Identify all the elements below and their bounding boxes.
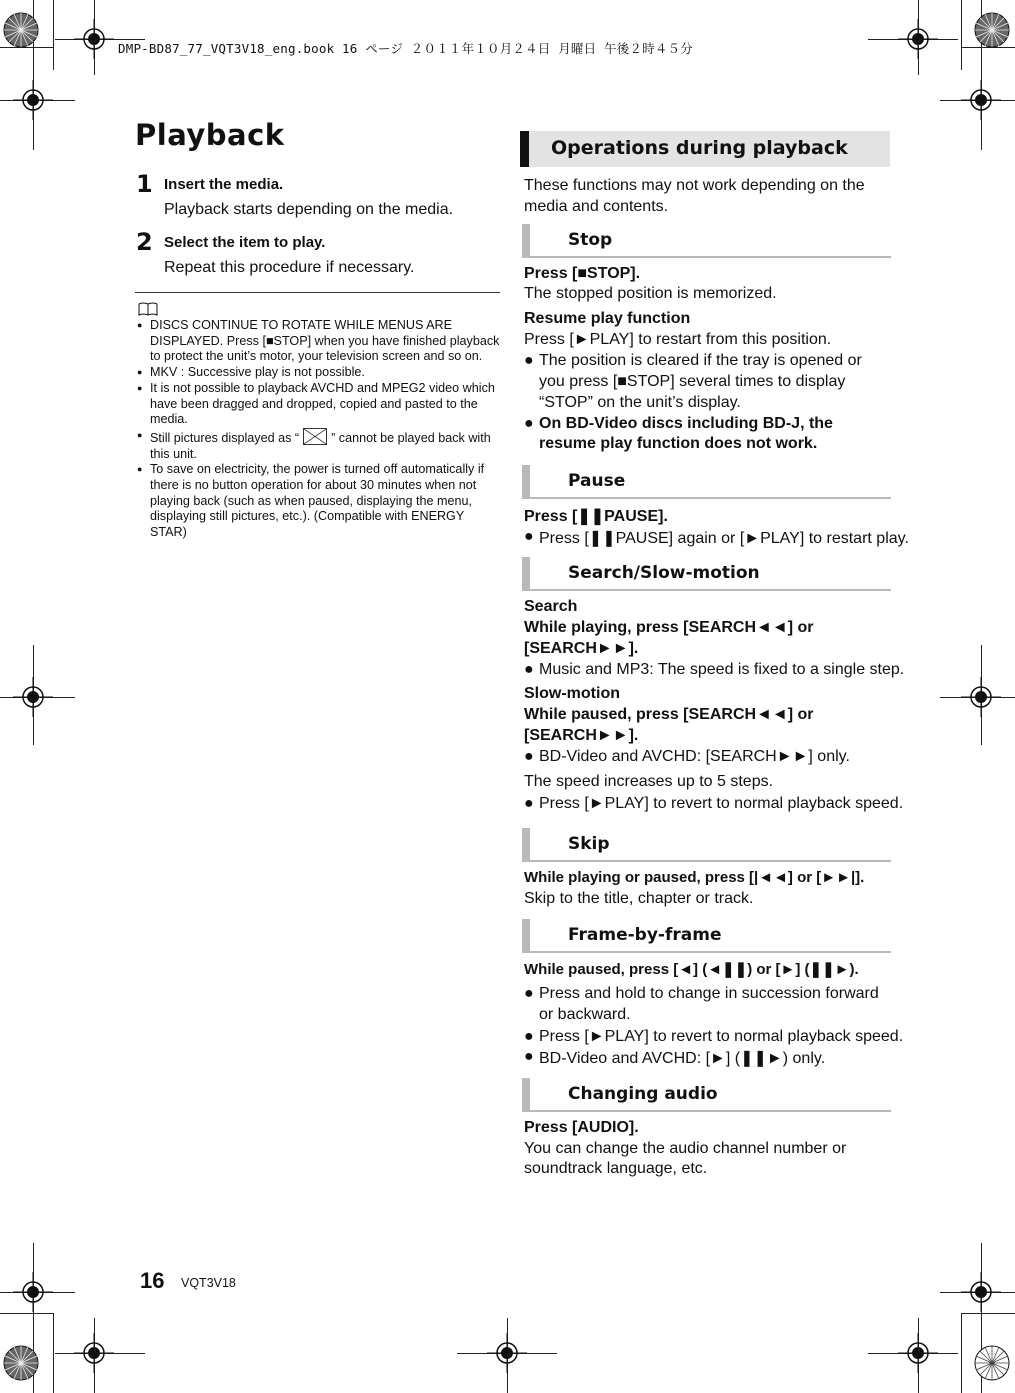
divider [135,292,500,293]
step-title: Select the item to play. [164,234,326,251]
instruction: Press [AUDIO]. [524,1119,639,1136]
sub-title: Search [524,598,578,615]
registration-mark-icon [898,19,938,59]
registration-mark-icon [961,677,1001,717]
body-text: You can change the audio channel number or [524,1140,847,1157]
body-text: The speed increases up to 5 steps. [524,773,774,790]
bullet-text: On BD-Video discs including BD-J, the [539,415,833,432]
bullet-icon: ● [524,748,534,765]
subsection-label: Skip [568,834,610,854]
subsection-stop [522,224,891,258]
note-item [135,365,501,381]
step-description: Repeat this procedure if necessary. [164,259,415,276]
registration-mark-icon [74,19,114,59]
note-item [135,381,501,428]
subsection-pause [522,465,891,499]
bullet-icon: ● [524,1028,534,1045]
bullet-icon: ● [524,352,534,369]
intro-text: These functions may not work depending on the [524,177,865,194]
subsection-label: Pause [568,471,626,491]
body-text: soundtrack language, etc. [524,1160,708,1177]
notes-list [135,318,501,541]
instruction: While paused, press [SEARCH◄◄] or [524,706,814,723]
bullet-icon: ● [524,1048,534,1065]
color-bar-roundel-icon [3,12,39,48]
bullet-text: Press [❚❚PAUSE] again or [►PLAY] to restart play. [539,530,909,547]
instruction: While paused, press [◄] (◄❚❚) or [►] (❚❚►). [524,961,859,978]
crop-mark [53,0,54,70]
instruction: [SEARCH►►]. [524,727,639,744]
note-text: MKV : Successive play is not possible. [150,365,365,380]
section-heading-label: Operations during playback [551,137,848,159]
step-number: 1 [136,170,153,198]
step-number: 2 [136,228,153,256]
registration-mark-icon [13,1272,53,1312]
print-file-header: DMP-BD87_77_VQT3V18_eng.book 16 ページ ２０１１年１０月２４日 月曜日 午後２時４５分 [118,41,693,56]
bullet-text: Press [►PLAY] to revert to normal playback speed. [539,1028,904,1045]
page-number: 16 [140,1268,165,1293]
step-description: Playback starts depending on the media. [164,201,454,218]
section-heading [520,131,890,167]
step-title: Insert the media. [164,176,284,193]
bullet-text: resume play function does not work. [539,435,818,452]
instruction: While playing or paused, press [|◄◄] or [►►|]. [524,869,865,886]
registration-mark-icon [487,1333,527,1373]
sub-title: Resume play function [524,310,691,327]
sub-title: Slow-motion [524,685,620,702]
bullet-text: BD-Video and AVCHD: [SEARCH►►] only. [539,748,850,765]
note-item [135,318,501,365]
color-bar-roundel-icon [974,12,1010,48]
body-text: Skip to the title, chapter or track. [524,890,754,907]
crop-mark [961,1313,1015,1314]
note-text: To save on electricity, the power is turned off automatically if there is no button operation for about 30 minutes when not playing back (such as when paused, displaying the menu, displaying still pictures, etc.). (Compatible with ENERGY STAR) [150,462,485,540]
note-text: It is not possible to playback AVCHD and MPEG2 video which have been dragged and dropped, copied and pasted to the media. [150,380,495,427]
note-text: Still pictures displayed as “ [150,430,300,445]
crop-mark [53,1313,54,1393]
bullet-text: The position is cleared if the tray is opened or [539,352,862,369]
instruction: Press [❚❚PAUSE]. [524,508,668,525]
subsection-search [522,557,891,591]
subsection-label: Search/Slow-motion [568,563,760,583]
color-bar-roundel-icon [3,1345,39,1381]
bullet-text: BD-Video and AVCHD: [►] (❚❚►) only. [539,1050,826,1067]
note-item [135,428,501,462]
crop-mark [0,1313,53,1314]
registration-mark-icon [898,1333,938,1373]
bullet-icon: ● [524,795,534,812]
note-item [135,462,501,541]
page-title: Playback [135,118,285,152]
registration-mark-icon [961,80,1001,120]
bullet-text: or backward. [539,1006,631,1023]
instruction: While playing, press [SEARCH◄◄] or [524,619,814,636]
intro-text: media and contents. [524,198,669,215]
bullet-text: Press [►PLAY] to revert to normal playback speed. [539,795,904,812]
bullet-text: Press and hold to change in succession forward [539,985,879,1002]
note-text: ” cannot be played back with this unit. [150,430,491,461]
bullet-text: Music and MP3: The speed is fixed to a single step. [539,661,905,678]
bullet-icon: ● [524,528,534,545]
subsection-label: Frame-by-frame [568,925,722,945]
bullet-icon: ● [524,661,534,678]
registration-mark-icon [961,1272,1001,1312]
subsection-skip [522,828,891,862]
instruction: [SEARCH►►]. [524,640,639,657]
color-bar-roundel-icon [974,1345,1010,1381]
subsection-audio [522,1078,891,1112]
subsection-label: Changing audio [568,1084,718,1104]
crop-mark [961,0,962,70]
bullet-text: you press [■STOP] several times to display [539,373,846,390]
bullet-text: “STOP” on the unit’s display. [539,394,741,411]
open-book-icon [138,302,158,316]
subsection-label: Stop [568,230,613,250]
bullet-icon: ● [524,415,534,432]
instruction: Press [■STOP]. [524,265,641,282]
body-text: Press [►PLAY] to restart from this position. [524,331,832,348]
registration-mark-icon [13,80,53,120]
subsection-frame [522,919,891,953]
body-text: The stopped position is memorized. [524,285,777,302]
registration-mark-icon [13,677,53,717]
crop-mark [961,1313,962,1393]
no-image-icon [303,428,327,445]
note-text: DISCS CONTINUE TO ROTATE WHILE MENUS ARE DISPLAYED. Press [■STOP] when you have finished playback to protect the unit’s motor, your television screen and so on. [150,318,500,364]
registration-mark-icon [74,1333,114,1373]
bullet-icon: ● [524,985,534,1002]
document-code: VQT3V18 [181,1276,236,1290]
